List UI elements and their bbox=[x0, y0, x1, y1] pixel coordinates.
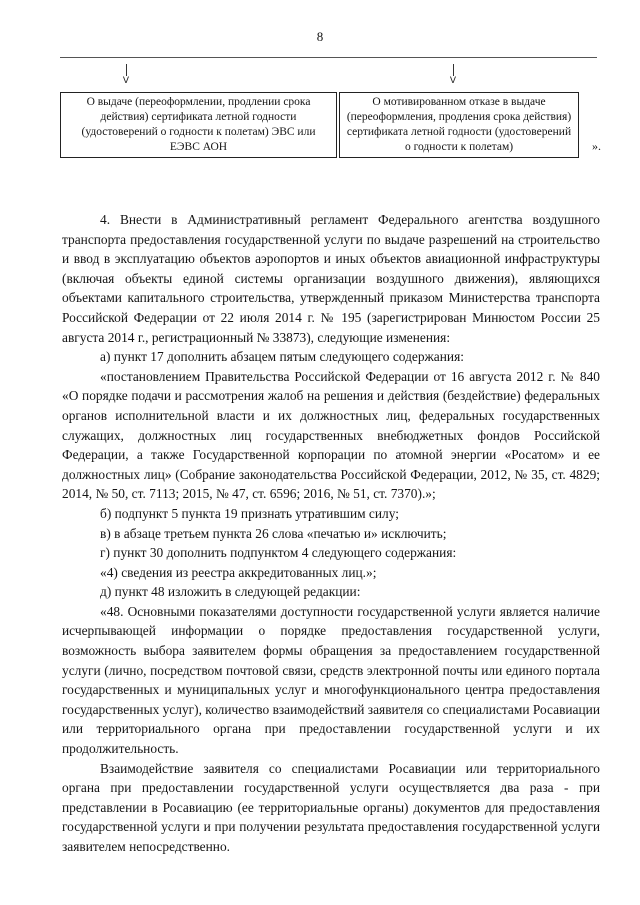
flowchart-arrow-right bbox=[443, 64, 463, 87]
flowchart-box-refusal bbox=[339, 92, 579, 158]
document-body bbox=[62, 210, 600, 857]
flowchart-box-refusal-text: О мотивированном отказе в выдаче (переоформления, продления срока действия) сертификата летной годности (удостоверений о годности к полетам) bbox=[346, 96, 572, 153]
paragraph-subitem-g: г) пункт 30 дополнить подпунктом 4 следующего содержания: bbox=[100, 545, 457, 561]
closing-quote: ». bbox=[592, 139, 601, 153]
flowchart-box-issuance bbox=[60, 92, 337, 158]
arrow-stem bbox=[126, 64, 127, 76]
arrow-stem bbox=[453, 64, 454, 76]
flowchart-box-issuance-text: О выдаче (переоформлении, продлении срока действия) сертификата летной годности (удостоверений о годности к полетам) ЭВС или ЕЭВС АОН bbox=[81, 96, 316, 153]
paragraph-subitem-d: д) пункт 48 изложить в следующей редакции: bbox=[100, 584, 361, 600]
paragraph-interaction: Взаимодействие заявителя со специалистами Росавиации или территориального органа при предоставлении государственной услуги осуществляется два раза - при представлении в Росавиацию (ее территориальные органы) документов для предоставления государственной услуги и при получении результата предоставления государственной услуги заявителем непосредственно. bbox=[62, 760, 600, 854]
paragraph-quote-decree: «постановлением Правительства Российской Федерации от 16 августа 2012 г. № 840 «О порядке подачи и рассмотрения жалоб на решения и действия (бездействие) федеральных органов исполнительной власти и их должностных лиц, федеральных государственных служащих, должностных лиц государственных внебюджетных фондов Российской Федерации, а также Государственной корпорации по атомной энергии «Росатом» и ее должностных лиц» (Собрание законодательства Российской Федерации, 2012, № 35, ст. 4829; 2014, № 50, ст. 7113; 2015, № 47, ст. 6596; 2016, № 51, ст. 7370).»; bbox=[62, 368, 600, 502]
paragraph-item-48: «48. Основными показателями доступности государственной услуги является наличие исчерпывающей информации о порядке предоставления государственной услуги, возможность выбора заявителем формы обращения за предоставлением государственной услуги (лично, посредством почтовой связи, средств электронной почты или единого портала государственных и муниципальных услуг и многофункционального центра предоставления государственных услуг), количество взаимодействий заявителя со специалистами Росавиации или территориального органа при предоставлении государственной услуги и их продолжительность. bbox=[62, 603, 600, 757]
paragraph-item-4: 4. Внести в Административный регламент Федерального агентства воздушного транспорта предоставления государственной услуги по выдаче разрешений на строительство и ввод в эксплуатацию объектов аэропортов и иных объектов авиационной инфраструктуры (включая объекты единой системы организации воздушного движения), являющихся объектами капитального строительства, утвержденный приказом Министерства транспорта Российской Федерации от 22 июля 2014 г. № 195 (зарегистрирован Минюстом России 25 августа 2014 г., регистрационный № 33873), следующие изменения: bbox=[62, 212, 600, 345]
paragraph-quote-registry: «4) сведения из реестра аккредитованных лиц.»; bbox=[100, 564, 377, 580]
paragraph-subitem-a: а) пункт 17 дополнить абзацем пятым следующего содержания: bbox=[100, 349, 464, 365]
arrow-head: V bbox=[449, 76, 457, 86]
paragraph-subitem-v: в) в абзаце третьем пункта 26 слова «печатью и» исключить; bbox=[100, 525, 447, 541]
flowchart-top-line bbox=[60, 57, 597, 58]
flowchart-arrow-left bbox=[116, 64, 136, 87]
arrow-head: V bbox=[122, 76, 130, 86]
page-number: 8 bbox=[316, 29, 324, 44]
paragraph-subitem-b: б) подпункт 5 пункта 19 признать утратившим силу; bbox=[100, 505, 399, 521]
